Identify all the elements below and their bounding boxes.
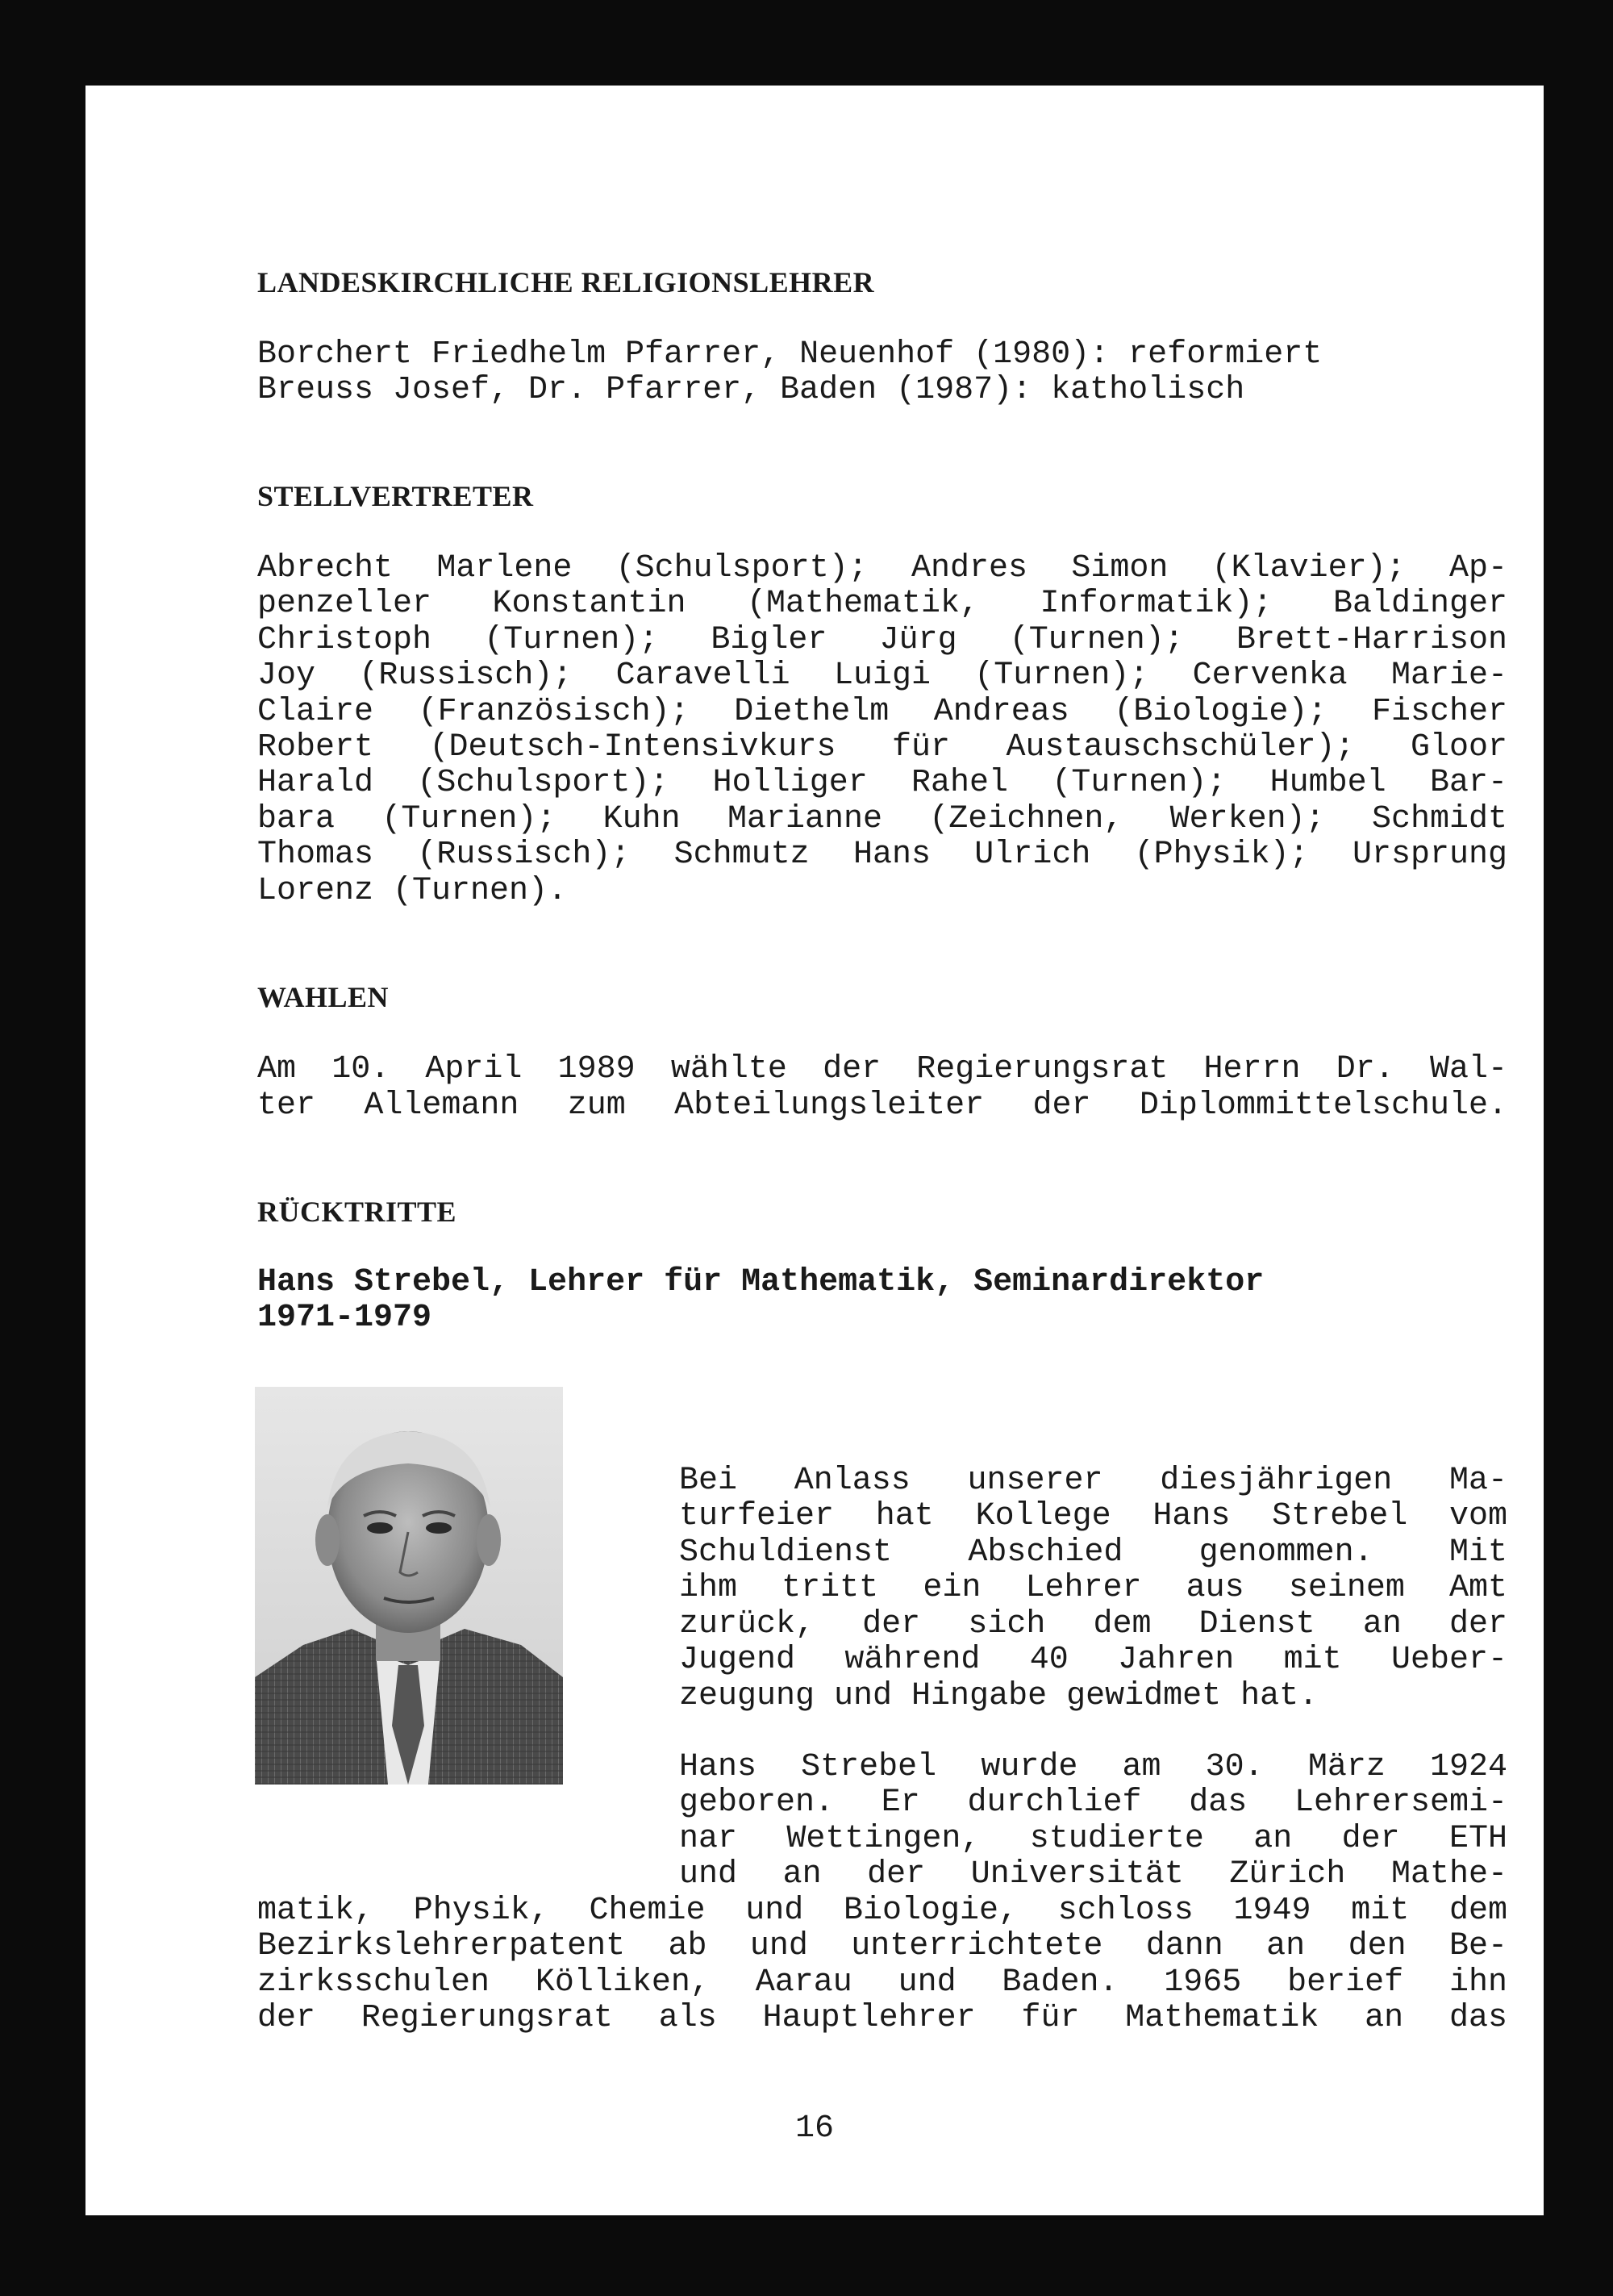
deputies-line: Abrecht Marlene (Schulsport); Andres Simon (Klavier); Ap- <box>257 550 1507 587</box>
deputies-line: Lorenz (Turnen). <box>257 873 568 909</box>
para2-line: der Regierungsrat als Hauptlehrer für Mathematik an das <box>257 2000 1507 2036</box>
religion-heading: LANDESKIRCHLICHE RELIGIONSLEHRER <box>257 266 875 298</box>
portrait-photo <box>255 1387 563 1785</box>
deputies-line: Christoph (Turnen); Bigler Jürg (Turnen); Brett-Harrison <box>257 622 1507 658</box>
religion-line: Borchert Friedhelm Pfarrer, Neuenhof (1980): reformiert <box>257 336 1323 373</box>
para2-line: zirksschulen Kölliken, Aarau und Baden. 1965 berief ihn <box>257 1964 1507 2001</box>
elections-line: ter Allemann zum Abteilungsleiter der Diplommittelschule. <box>257 1087 1507 1124</box>
para2-line: und an der Universität Zürich Mathe- <box>679 1856 1507 1893</box>
deputies-heading: STELLVERTRETER <box>257 480 534 512</box>
deputies-line: Joy (Russisch); Caravelli Luigi (Turnen); Cervenka Marie- <box>257 657 1507 694</box>
elections-line: Am 10. April 1989 wählte der Regierungsrat Herrn Dr. Wal- <box>257 1051 1507 1087</box>
document-page <box>85 86 1544 2215</box>
para1-line: zeugung und Hingabe gewidmet hat. <box>679 1678 1319 1714</box>
deputies-line: Claire (Französisch); Diethelm Andreas (Biologie); Fischer <box>257 694 1507 730</box>
elections-heading: WAHLEN <box>257 981 390 1013</box>
para1-line: zurück, der sich dem Dienst an der <box>679 1606 1507 1643</box>
para2-line: matik, Physik, Chemie und Biologie, schloss 1949 mit dem <box>257 1893 1507 1929</box>
para1-line: ihm tritt ein Lehrer aus seinem Amt <box>679 1570 1507 1606</box>
deputies-line: penzeller Konstantin (Mathematik, Informatik); Baldinger <box>257 586 1507 622</box>
para2-line: geboren. Er durchlief das Lehrersemi- <box>679 1785 1507 1821</box>
para2-line: Hans Strebel wurde am 30. März 1924 <box>679 1749 1507 1785</box>
para1-line: Schuldienst Abschied genommen. Mit <box>679 1534 1507 1571</box>
subheading-line: 1971-1979 <box>257 1300 432 1336</box>
deputies-line: bara (Turnen); Kuhn Marianne (Zeichnen, Werken); Schmidt <box>257 801 1507 837</box>
deputies-line: Harald (Schulsport); Holliger Rahel (Turnen); Humbel Bar- <box>257 765 1507 801</box>
page-number: 16 <box>794 2110 834 2147</box>
subheading-line: Hans Strebel, Lehrer für Mathematik, Seminardirektor <box>257 1264 1265 1300</box>
resignations-heading: RÜCKTRITTE <box>257 1196 457 1228</box>
para1-line: turfeier hat Kollege Hans Strebel vom <box>679 1498 1507 1534</box>
deputies-line: Robert (Deutsch-Intensivkurs für Austauschschüler); Gloor <box>257 729 1507 766</box>
para2-line: Bezirkslehrerpatent ab und unterrichtete dann an den Be- <box>257 1928 1507 1964</box>
para1-line: Bei Anlass unserer diesjährigen Ma- <box>679 1463 1507 1499</box>
para2-line: nar Wettingen, studierte an der ETH <box>679 1821 1507 1857</box>
para1-line: Jugend während 40 Jahren mit Ueber- <box>679 1642 1507 1678</box>
deputies-line: Thomas (Russisch); Schmutz Hans Ulrich (Physik); Ursprung <box>257 837 1507 873</box>
religion-line: Breuss Josef, Dr. Pfarrer, Baden (1987): katholisch <box>257 372 1245 408</box>
